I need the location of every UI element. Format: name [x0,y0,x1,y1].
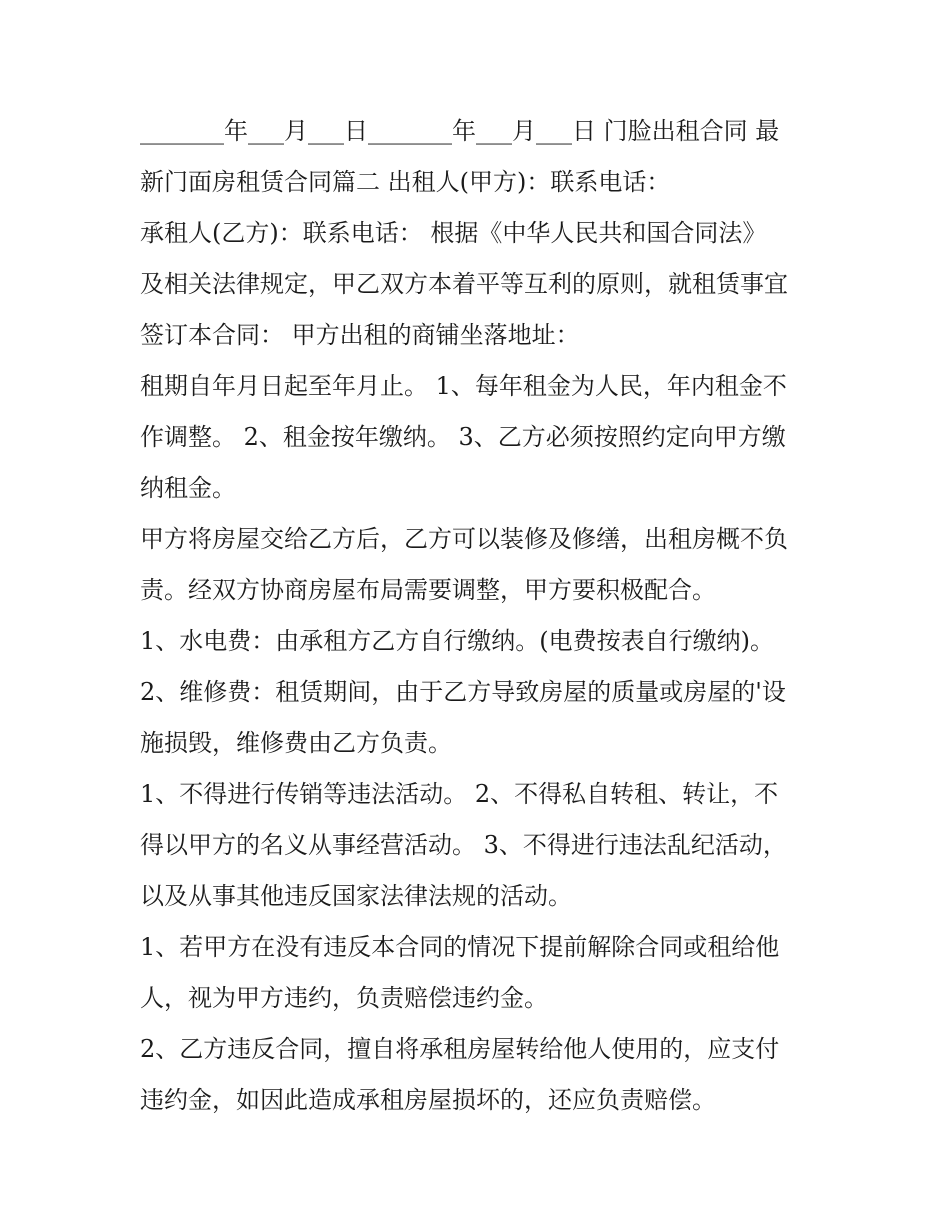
text-line: 承租人(乙方)：联系电话： 根据《中华人民共和国合同法》 [140,219,767,247]
text-line: 2、维修费：租赁期间，由于乙方导致房屋的质量或房屋的'设 [140,678,786,706]
text-line: 及相关法律规定，甲乙双方本着平等互利的原则，就租赁事宜 [140,270,788,298]
text-line: 以及从事其他违反国家法律法规的活动。 [140,882,572,910]
text-line: 甲方将房屋交给乙方后，乙方可以装修及修缮，出租房概不负 [140,525,788,553]
text-line: 2、乙方违反合同，擅自将承租房屋转给他人使用的，应支付 [140,1035,780,1063]
text-line: 人，视为甲方违约，负责赔偿违约金。 [140,984,548,1012]
document-body [140,106,820,1126]
text-line: 违约金，如因此造成承租房屋损坏的，还应负责赔偿。 [140,1086,716,1114]
text-line: _______年___月___日_______年___月___日 门脸出租合同 最 [140,117,780,145]
text-line: 新门面房租赁合同篇二 出租人(甲方)：联系电话： [140,168,671,196]
text-line: 1、不得进行传销等违法活动。 2、不得私自转租、转让，不 [140,780,779,808]
text-line: 租期自年月日起至年月止。 1、每年租金为人民，年内租金不 [140,372,787,400]
text-line: 纳租金。 [140,474,236,502]
text-line: 1、若甲方在没有违反本合同的情况下提前解除合同或租给他 [140,933,780,961]
text-line: 责。经双方协商房屋布局需要调整，甲方要积极配合。 [140,576,716,604]
text-line: 得以甲方的名义从事经营活动。 3、不得进行违法乱纪活动， [140,831,787,859]
text-line: 作调整。 2、租金按年缴纳。 3、乙方必须按照约定向甲方缴 [140,423,786,451]
text-line: 1、水电费：由承租方乙方自行缴纳。(电费按表自行缴纳)。 [140,627,774,655]
text-line: 施损毁，维修费由乙方负责。 [140,729,452,757]
text-line: 签订本合同： 甲方出租的商铺坐落地址： [140,321,580,349]
